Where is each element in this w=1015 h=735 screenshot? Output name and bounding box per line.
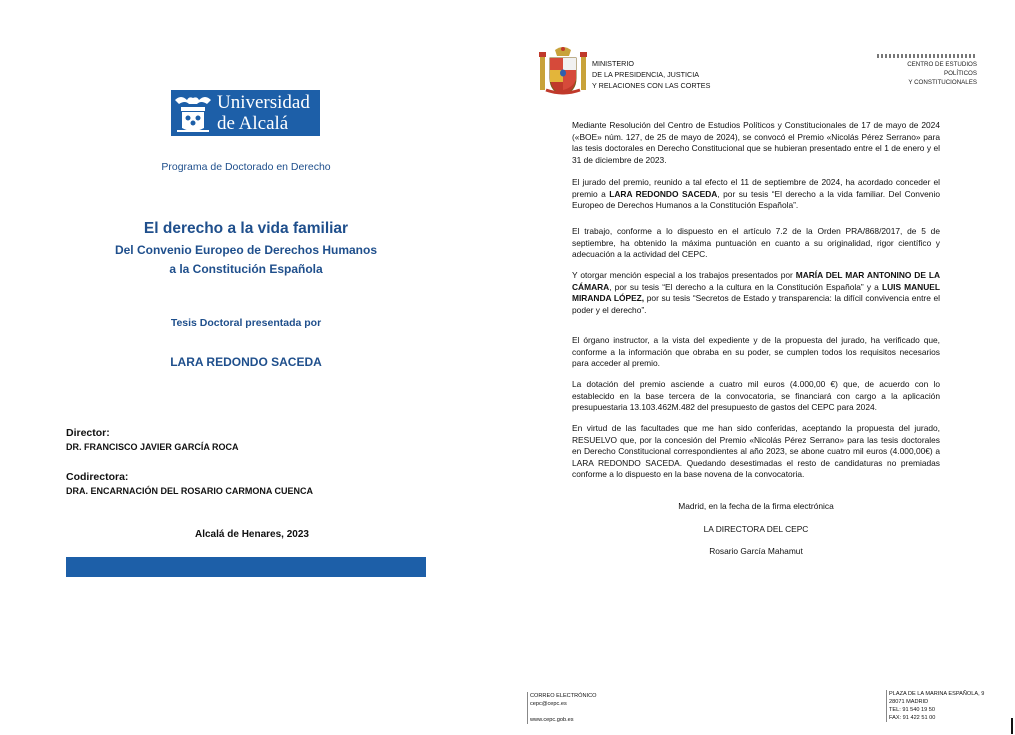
cepc-line-1: CENTRO DE ESTUDIOS POLÍTICOS — [907, 61, 977, 77]
thesis-title: El derecho a la vida familiar — [143, 220, 349, 237]
ministry-name — [592, 58, 710, 91]
codirector-label: Codirectora: — [66, 471, 129, 483]
footer-addr-2: 28071 MADRID — [889, 699, 929, 705]
paragraph-7: En virtud de las facultades que me han sido conferidas, aceptando la propuesta del jurado, RESUELVO que, por la concesión del Premio «Nicolás Pérez Serrano» para las tesis doctorales en Derecho Constitucional correspondientes al año 2023, se abone cuatro mil euros (4.000,00€) a LARA REDONDO SACEDA. Quedando desestimadas el resto de candidaturas no premiadas conforme a lo dispuesto en la base novena de la convocatoria. — [572, 423, 940, 479]
thesis-subtitle-2: a la Constitución Española — [169, 262, 323, 276]
director-label: Director: — [66, 427, 110, 439]
p2-winner: LARA REDONDO SACEDA — [609, 188, 718, 199]
footer-address — [886, 690, 984, 722]
closing-role: LA DIRECTORA DEL CEPC — [703, 524, 809, 534]
ministry-line-1: MINISTERIO — [592, 59, 634, 68]
edge-mark — [1011, 718, 1013, 734]
thesis-subtitle-1: Del Convenio Europeo de Derechos Humanos — [114, 243, 378, 257]
cover-bar — [66, 557, 426, 577]
paragraph-5: El órgano instructor, a la vista del expediente y de la propuesta del jurado, ha verificado que, conforme a la información que obraba en su poder, se cumplen todos los requisitos necesarios para acceder al premio. — [572, 335, 940, 368]
p4-mention-1: MARÍA DEL MAR ANTONINO DE LA CÁMARA — [572, 270, 940, 292]
closing-signer: Rosario García Mahamut — [709, 546, 803, 556]
footer-contact — [527, 692, 597, 724]
director-name: DR. FRANCISCO JAVIER GARCÍA ROCA — [66, 442, 239, 452]
thesis-author: LARA REDONDO SACEDA — [170, 355, 322, 369]
p4-text-a: Y otorgar mención especial a los trabajos presentados por — [572, 270, 796, 280]
university-logo — [171, 90, 320, 136]
paragraph-4 — [572, 270, 940, 316]
p2-text-a: El jurado del premio, reunido a tal efecto el 11 de septiembre de 2024, ha acordado conceder el premio a — [572, 177, 940, 199]
thesis-cover-page — [0, 0, 490, 735]
footer-email: cepc@cepc.es — [530, 701, 567, 707]
logo-line-2: de Alcalá — [217, 113, 289, 134]
place-year: Alcalá de Henares, 2023 — [195, 529, 309, 540]
footer-addr-1: PLAZA DE LA MARINA ESPAÑOLA, 9 — [889, 691, 985, 697]
footer-web: www.cepc.gob.es — [530, 717, 574, 723]
spain-coat-of-arms-icon — [538, 46, 588, 98]
closing-place: Madrid, en la fecha de la firma electrónica — [678, 501, 834, 511]
paragraph-6: La dotación del premio asciende a cuatro mil euros (4.000,00 €) que, de acuerdo con lo establecido en la base tercera de la convocatoria, se financiará con cargo a la aplicación presupuestaria 13.103.462M.482 del presupuesto de gastos del CEPC para 2024. — [572, 379, 940, 412]
cepc-header — [877, 54, 977, 87]
footer-fax: FAX: 91 422 51 00 — [889, 715, 936, 721]
footer-tel: TEL: 91 540 19 50 — [889, 707, 936, 713]
p2-text-c: , por su tesis “El derecho a la vida familiar. Del Convenio Europeo de Derechos Humanos a la Constitución Española”. — [572, 188, 940, 210]
footer-email-label: CORREO ELECTRÓNICO — [530, 693, 597, 699]
program-name: Programa de Doctorado en Derecho — [161, 161, 331, 173]
ministry-line-3: Y RELACIONES CON LAS CORTES — [592, 81, 711, 90]
paragraph-3: El trabajo, conforme a lo dispuesto en el artículo 7.2 de la Orden PRA/868/2017, de 5 de septiembre, ha obtenido la máxima puntuación en cuanto a su originalidad, rigor científico y adecuación a la actividad del CEPC. — [572, 226, 940, 259]
university-emblem-icon — [171, 90, 215, 136]
p4-mention-2: LUIS MANUEL MIRANDA LÓPEZ, — [572, 281, 940, 303]
p4-text-e: por su tesis “Secretos de Estado y transparencia: la difícil convivencia entre el poder y el derecho”. — [572, 293, 941, 315]
cepc-dots-logo — [877, 54, 977, 58]
p4-text-c: , por su tesis “El derecho a la cultura en la Constitución Española” y a — [609, 281, 882, 292]
paragraph-1: Mediante Resolución del Centro de Estudios Políticos y Constitucionales de 17 de mayo de 2024 («BOE» núm. 127, de 25 de mayo de 2024), se convocó el Premio «Nicolás Pérez Serrano» para las tesis doctorales en Derecho Constitucional que se hubieran presentado entre el 1 de enero y el 31 de diciembre de 2023. — [572, 120, 940, 165]
presented-by: Tesis Doctoral presentada por — [170, 317, 322, 329]
logo-line-1: Universidad — [217, 92, 310, 113]
codirector-name: DRA. ENCARNACIÓN DEL ROSARIO CARMONA CUENCA — [66, 486, 314, 496]
cepc-line-2: Y CONSTITUCIONALES — [908, 79, 977, 86]
paragraph-2 — [572, 177, 940, 212]
ministry-line-2: DE LA PRESIDENCIA, JUSTICIA — [592, 70, 700, 79]
